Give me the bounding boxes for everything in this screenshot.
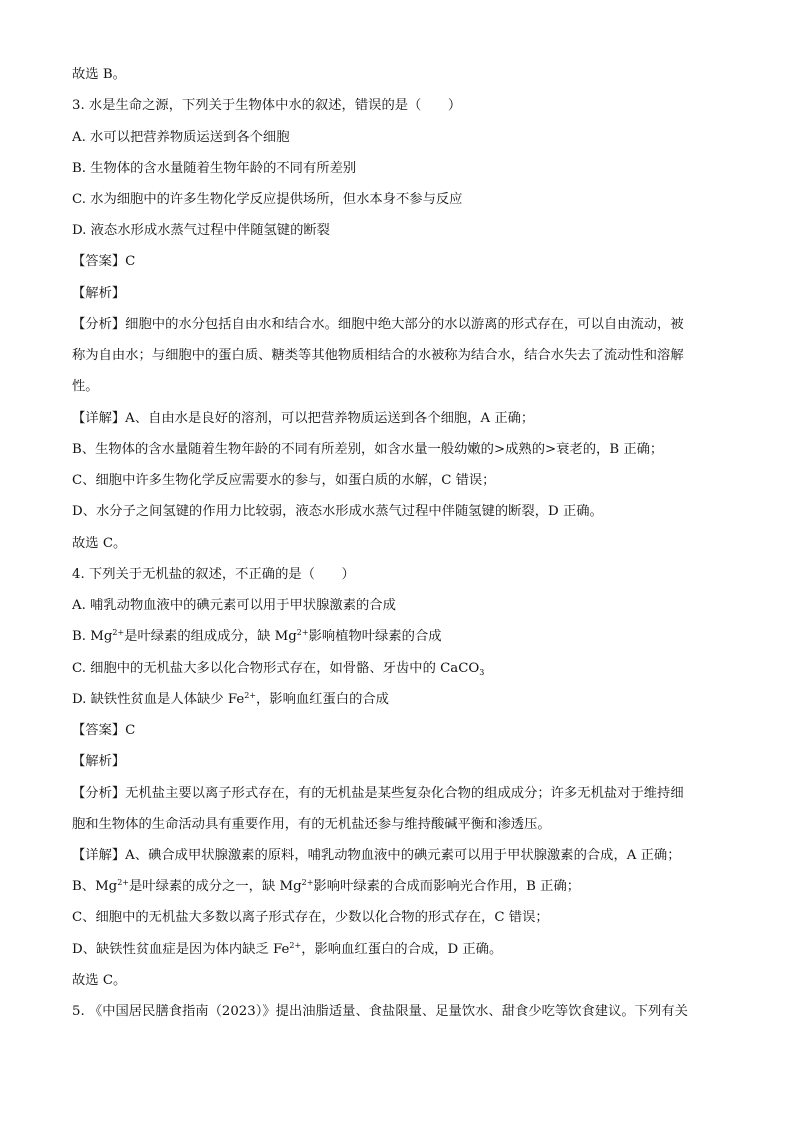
question-3-detail-line: B、生物体的含水量随着生物年龄的不同有所差别，如含水量一般幼嫩的>成熟的>衰老的，B 正确； xyxy=(72,442,664,457)
superscript: 2+ xyxy=(296,628,309,637)
question-4-detail-line: 【详解】A、碘合成甲状腺激素的原料，哺乳动物血液中的碘元素可以用于甲状腺激素的合成，A 正确； xyxy=(72,848,681,863)
question-3-detail-line: C、细胞中许多生物化学反应需要水的参与，如蛋白质的水解，C 错误； xyxy=(72,473,496,488)
superscript: 2+ xyxy=(301,878,314,887)
question-4-analysis-line: 【分析】无机盐主要以离子形式存在，有的无机盐是某些复杂化合物的组成成分；许多无机盐对于维持细 xyxy=(72,786,684,801)
text-run: ，影响血红蛋白的合成 xyxy=(256,692,389,707)
question-4-option-b xyxy=(72,628,732,646)
question-3-conclusion: 故选 C。 xyxy=(72,536,127,551)
question-4-answer: 【答案】C xyxy=(72,723,136,738)
question-4-detail-line: C、细胞中的无机盐大多数以离子形式存在，少数以化合物的形式存在，C 错误； xyxy=(72,910,549,925)
question-3-option-a: A. 水可以把营养物质运送到各个细胞 xyxy=(72,130,290,145)
text-run: D. 缺铁性贫血是人体缺少 Fe xyxy=(72,692,245,707)
question-3-option-b: B. 生物体的含水量随着生物年龄的不同有所差别 xyxy=(72,161,357,176)
superscript: 2+ xyxy=(289,941,302,950)
superscript: 2+ xyxy=(117,878,129,887)
text-run: B、Mg xyxy=(72,879,118,894)
subscript: 3 xyxy=(479,668,485,677)
question-3-detail-line: 【详解】A、自由水是良好的溶剂，可以把营养物质运送到各个细胞，A 正确； xyxy=(72,411,535,426)
question-4-stem: 4. 下列关于无机盐的叙述，不正确的是（ ） xyxy=(72,567,355,582)
question-4-detail-line xyxy=(72,878,732,896)
question-4-analysis-line: 胞和生物体的生命活动具有重要作用，有的无机盐还参与维持酸碱平衡和渗透压。 xyxy=(72,817,551,832)
text-run: D、缺铁性贫血症是因为体内缺乏 Fe xyxy=(72,942,290,957)
text-run: C. 细胞中的无机盐大多以化合物形式存在，如骨骼、牙齿中的 CaCO xyxy=(72,661,480,676)
question-4-option-d xyxy=(72,691,732,709)
question-4-conclusion: 故选 C。 xyxy=(72,973,127,988)
text-run: 影响植物叶绿素的合成 xyxy=(308,629,442,644)
text-run: 是叶绿素的组成成分，缺 Mg xyxy=(124,629,297,644)
question-3-analysis-line: 【分析】细胞中的水分包括自由水和结合水。细胞中绝大部分的水以游离的形式存在，可以自由流动，被 xyxy=(72,317,684,332)
question-3-stem: 3. 水是生命之源，下列关于生物体中水的叙述，错误的是（ ） xyxy=(72,98,462,113)
question-3-answer: 【答案】C xyxy=(72,254,136,269)
answer-conclusion: 故选 B。 xyxy=(72,67,126,82)
superscript: 2+ xyxy=(112,628,125,637)
question-4-analysis-heading: 【解析】 xyxy=(72,754,126,769)
superscript: 2+ xyxy=(244,691,256,700)
question-4-option-a: A. 哺乳动物血液中的碘元素可以用于甲状腺激素的合成 xyxy=(72,598,396,613)
question-4-detail-line xyxy=(72,941,732,959)
question-3-option-c: C. 水为细胞中的许多生物化学反应提供场所，但水本身不参与反应 xyxy=(72,192,463,207)
question-3-option-d: D. 液态水形成水蒸气过程中伴随氢键的断裂 xyxy=(72,223,330,238)
question-3-analysis-heading: 【解析】 xyxy=(72,286,126,301)
text-run: 是叶绿素的成分之一，缺 Mg xyxy=(129,879,302,894)
text-run: ，影响血红蛋白的合成，D 正确。 xyxy=(301,942,503,957)
text-run: B. Mg xyxy=(72,629,113,644)
question-3-analysis-line: 性。 xyxy=(72,379,99,394)
question-4-option-c xyxy=(72,660,732,678)
question-3-analysis-line: 称为自由水；与细胞中的蛋白质、糖类等其他物质相结合的水被称为结合水，结合水失去了流动性和溶解 xyxy=(72,348,684,363)
question-3-detail-line: D、水分子之间氢键的作用力比较弱，液态水形成水蒸气过程中伴随氢键的断裂，D 正确。 xyxy=(72,504,603,519)
text-run: 影响叶绿素的合成而影响光合作用，B 正确； xyxy=(313,879,581,894)
question-5-stem: 5. 《中国居民膳食指南（2023）》提出油脂适量、食盐限量、足量饮水、甜食少吃等饮食建议。下列有关 xyxy=(72,1004,688,1019)
